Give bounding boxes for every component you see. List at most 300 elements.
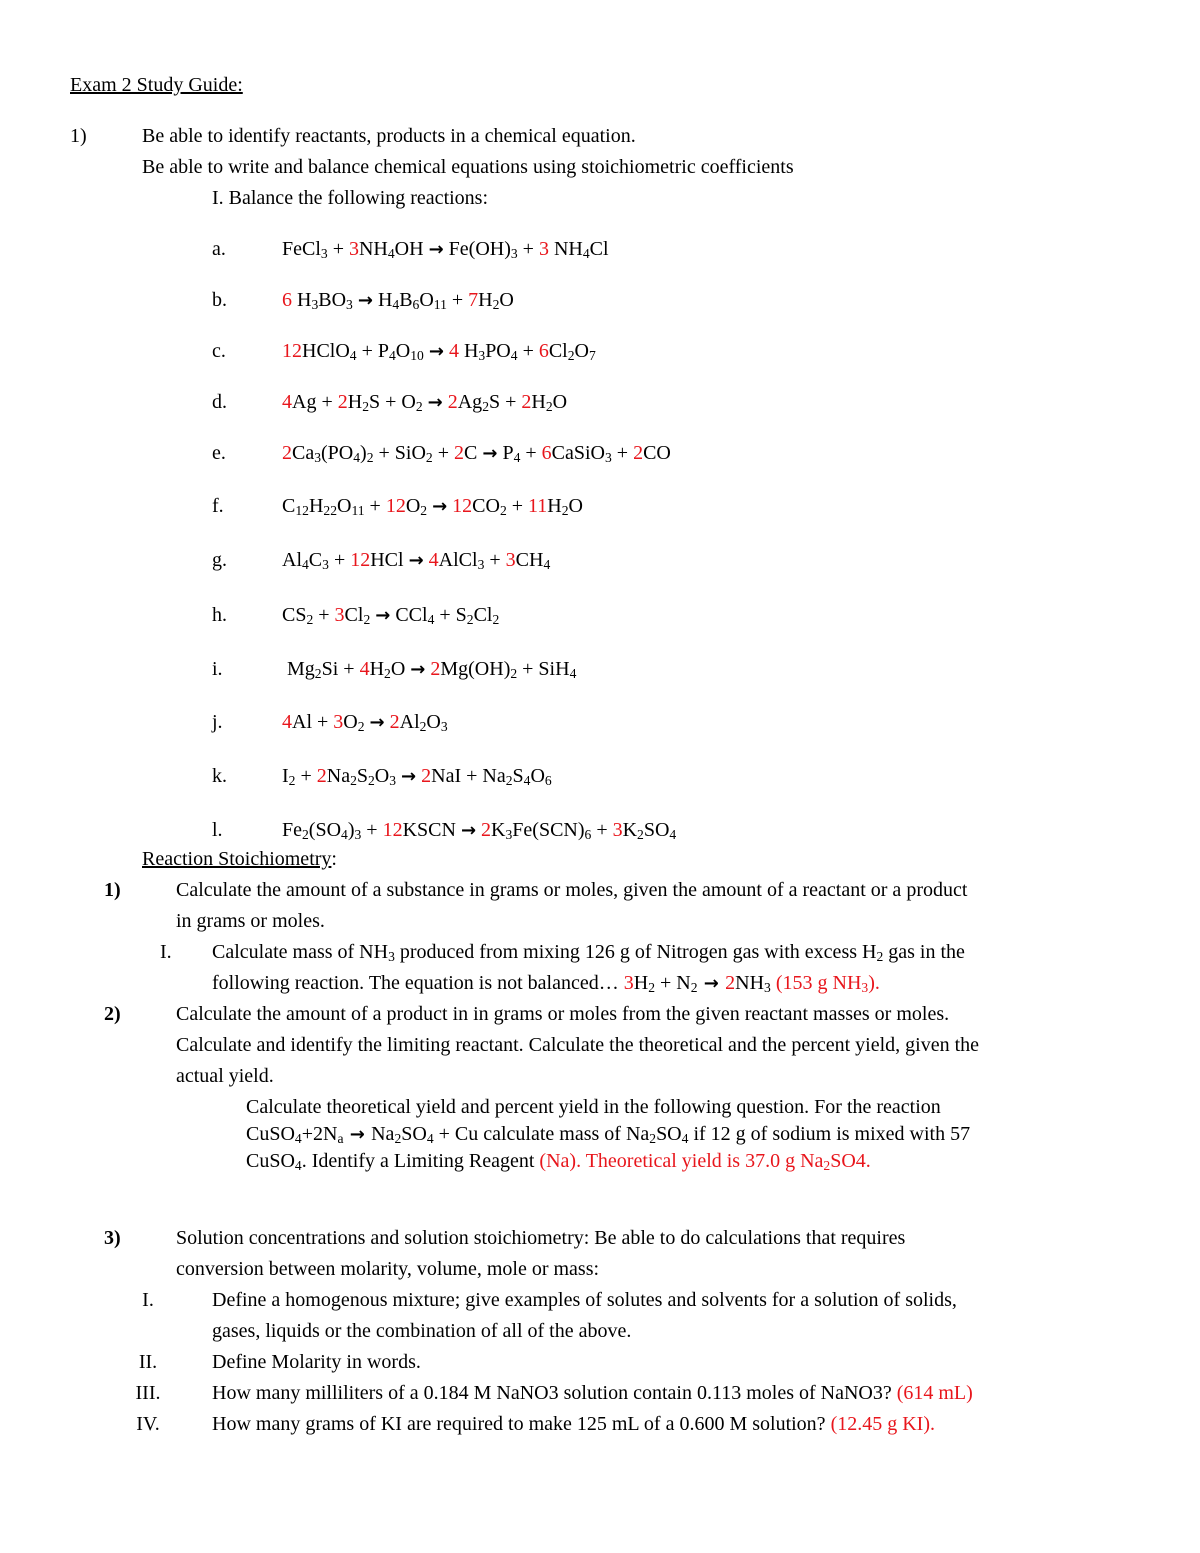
subscript: 2: [425, 449, 433, 465]
section1-sub-label: I. Balance the following reactions:: [212, 187, 489, 209]
reaction-letter: l.: [212, 819, 223, 841]
text-run: produced from mixing 126 g of Nitrogen gas with excess H: [394, 941, 877, 963]
reaction-letter: j.: [212, 711, 223, 733]
text-run: S: [356, 765, 368, 787]
reaction-row: [212, 710, 448, 735]
text-run: Cl: [344, 604, 364, 626]
reaction-letter: c.: [212, 340, 226, 362]
text-run: O: [568, 495, 583, 517]
subscript: 11: [351, 502, 365, 518]
subscript: 4: [582, 245, 590, 261]
subscript: 4: [392, 296, 400, 312]
text-run: SO: [656, 1123, 682, 1145]
subscript: 2: [648, 979, 655, 995]
subscript: 2: [482, 398, 489, 414]
text-run: +: [295, 765, 317, 787]
coefficient-answer: 2: [521, 391, 532, 413]
coefficient-answer: 4: [282, 711, 292, 733]
text-run: O: [405, 495, 421, 517]
coefficient-answer: 12: [350, 549, 371, 571]
text-run: gases, liquids or the combination of all of the above.: [212, 1320, 632, 1342]
text-run: +: [611, 442, 634, 464]
answer-text: (153 g NH: [770, 972, 862, 994]
subscript: 3: [389, 772, 397, 788]
text-run: Define a homogenous mixture; give examples of solutes and solvents for a solution of solids,: [212, 1289, 957, 1311]
text-run: H: [369, 658, 385, 680]
subscript: 4: [523, 772, 531, 788]
coefficient-answer: 7: [468, 289, 479, 311]
text-run: (SO: [308, 819, 342, 841]
coefficient-answer: 3: [334, 604, 345, 626]
subscript: 10: [410, 347, 424, 363]
subscript: 4: [294, 1157, 302, 1173]
text-run: +: [313, 604, 335, 626]
subscript: 3: [314, 449, 322, 465]
text-run: H: [531, 391, 546, 413]
item1-line2: in grams or moles.: [176, 910, 325, 932]
coefficient-answer: 2: [633, 442, 644, 464]
coefficient-answer: 12: [382, 819, 403, 841]
text-run: FeCl: [282, 238, 321, 260]
arrow-icon: →: [482, 443, 498, 464]
answer-text: SO4.: [830, 1150, 871, 1172]
text-run: + SiO: [373, 442, 426, 464]
text-run: NH: [358, 238, 388, 260]
text-run: HClO: [302, 340, 350, 362]
text-run: O: [530, 765, 545, 787]
sub-question: [212, 1412, 935, 1436]
text-run: H: [347, 391, 363, 413]
coefficient-answer: 3: [612, 819, 623, 841]
reaction-row: [212, 237, 609, 262]
coefficient-answer: 2: [421, 765, 432, 787]
subscript: 12: [295, 502, 309, 518]
text-run: ): [360, 442, 367, 464]
coefficient-answer: 4: [428, 549, 439, 571]
text-run: Cl: [589, 238, 609, 260]
text-run: Ag: [457, 391, 483, 413]
stoichiometry-heading-text: Reaction Stoichiometry: [142, 848, 332, 870]
section1-line1: Be able to identify reactants, products in a chemical equation.: [142, 125, 636, 147]
reaction-equation: [282, 765, 552, 787]
text-run: H: [458, 340, 479, 362]
text-run: ): [347, 819, 355, 841]
coefficient-answer: 12: [452, 495, 473, 517]
text-run: Fe(SCN): [512, 819, 585, 841]
sub-question: [212, 1350, 421, 1374]
text-run: K: [622, 819, 638, 841]
coefficient-answer: 6: [538, 340, 549, 362]
reaction-equation: [282, 819, 676, 841]
subscript: 6: [544, 772, 552, 788]
answer-text: (Na). Theoretical yield is 37.0 g Na: [539, 1150, 824, 1172]
coefficient-answer: 3: [538, 238, 549, 260]
sub-number: II.: [138, 1351, 158, 1373]
subscript: 22: [323, 502, 337, 518]
text-run: Si +: [321, 658, 360, 680]
text-run: CuSO: [246, 1123, 295, 1145]
answer-text: (614 mL): [896, 1382, 973, 1404]
subscript: 2: [306, 611, 314, 627]
text-run: +: [327, 238, 349, 260]
reaction-row: [212, 339, 596, 364]
subscript: 3: [505, 826, 513, 842]
sub-number: I.: [142, 1289, 154, 1311]
coefficient-answer: 3: [333, 711, 344, 733]
text-run: + SiH: [517, 658, 570, 680]
text-run: if 12 g of sodium is mixed with 57: [688, 1123, 971, 1145]
item2-question-line3: [246, 1149, 871, 1173]
subscript: 2: [649, 1130, 657, 1146]
arrow-icon: →: [428, 341, 444, 362]
text-run: I: [282, 765, 289, 787]
text-run: Mg(OH): [440, 658, 511, 680]
text-run: H: [633, 972, 649, 994]
item1-number: 1): [104, 879, 121, 901]
text-run: Ag +: [292, 391, 338, 413]
subscript: 3: [320, 245, 328, 261]
coefficient-answer: 6: [282, 289, 292, 311]
item2-number: 2): [104, 1003, 121, 1025]
text-run: O: [552, 391, 568, 413]
reaction-row: [212, 818, 676, 843]
text-run: O: [374, 765, 390, 787]
text-run: Mg: [282, 658, 315, 680]
item2-question-line1: Calculate theoretical yield and percent yield in the following question. For the reaction: [246, 1096, 941, 1118]
text-run: Al +: [292, 711, 334, 733]
reaction-equation: [282, 238, 609, 260]
reaction-row: [212, 494, 583, 519]
arrow-icon: →: [369, 712, 385, 733]
page-title: Exam 2 Study Guide:: [70, 74, 243, 96]
subscript: 2: [363, 611, 371, 627]
answer-subscript: 2: [823, 1157, 831, 1173]
arrow-icon: →: [428, 239, 444, 260]
reaction-equation: [282, 549, 550, 571]
coefficient-answer: 12: [282, 340, 302, 362]
subscript: 2: [492, 296, 500, 312]
subscript: 2: [690, 979, 698, 995]
arrow-icon: →: [427, 392, 443, 413]
text-run: NH: [548, 238, 583, 260]
sub-number: IV.: [136, 1413, 160, 1435]
stoichiometry-heading: [142, 847, 337, 871]
item2-line1: Calculate the amount of a product in in grams or moles from the given reactant masses or moles.: [176, 1003, 950, 1025]
text-run: +: [520, 442, 542, 464]
text-run: S: [512, 765, 524, 787]
subscript: 3: [510, 245, 518, 261]
subscript: 2: [419, 718, 427, 734]
coefficient-answer: 2: [316, 765, 327, 787]
text-run: Ca: [292, 442, 315, 464]
arrow-icon: →: [410, 659, 426, 680]
text-run: (PO: [321, 442, 354, 464]
subscript: 2: [384, 665, 391, 681]
item2-question-line2: [246, 1122, 970, 1147]
coefficient-answer: 2: [337, 391, 348, 413]
text-run: C: [308, 549, 323, 571]
text-run: Fe(OH): [443, 238, 511, 260]
subscript: 2: [492, 611, 500, 627]
text-run: + Cu calculate mass of Na: [433, 1123, 650, 1145]
subscript: 2: [314, 665, 322, 681]
subscript: a: [337, 1130, 344, 1146]
answer-text: (12.45 g KI).: [830, 1413, 935, 1435]
item1-sub-line2: [212, 971, 880, 996]
reaction-row: [212, 441, 671, 466]
text-run: HCl: [370, 549, 409, 571]
item3-line1: Solution concentrations and solution stoichiometry: Be able to do calculations that requires: [176, 1227, 906, 1249]
text-run: following reaction. The equation is not balanced…: [212, 972, 624, 994]
coefficient-answer: 11: [528, 495, 548, 517]
coefficient-answer: 3: [623, 972, 634, 994]
reaction-letter: h.: [212, 604, 227, 626]
text-run: AlCl: [438, 549, 478, 571]
subscript: 2: [302, 826, 309, 842]
reaction-letter: i.: [212, 658, 223, 680]
subscript: 4: [426, 1130, 434, 1146]
text-run: CH: [515, 549, 544, 571]
text-run: H: [372, 289, 393, 311]
item2-line3: actual yield.: [176, 1065, 274, 1087]
section1-line2: Be able to write and balance chemical equations using stoichiometric coefficients: [142, 156, 794, 178]
subscript: 2: [545, 398, 553, 414]
subscript: 2: [510, 665, 518, 681]
subscript: 3: [388, 948, 395, 964]
text-run: CaSiO: [551, 442, 605, 464]
text-run: +: [328, 549, 351, 571]
text-run: P: [497, 442, 514, 464]
text-run: Fe: [282, 819, 302, 841]
item1-sub-line1: [212, 940, 965, 964]
reaction-letter: b.: [212, 289, 227, 311]
coefficient-answer: 4: [359, 658, 370, 680]
coefficient-answer: 2: [481, 819, 492, 841]
reaction-row: [212, 288, 514, 313]
reaction-letter: k.: [212, 765, 227, 787]
reaction-row: [212, 764, 552, 789]
subscript: 2: [350, 772, 357, 788]
text-run: +: [484, 549, 506, 571]
coefficient-answer: 3: [348, 238, 359, 260]
text-run: O: [336, 495, 352, 517]
text-run: CCl: [390, 604, 428, 626]
answer-subscript: 3: [861, 979, 869, 995]
item1-sub-number: I.: [160, 941, 172, 963]
arrow-icon: →: [375, 605, 391, 626]
subscript: 2: [288, 772, 296, 788]
text-run: CuSO: [246, 1150, 295, 1172]
text-run: NaI + Na: [431, 765, 506, 787]
subscript: 2: [505, 772, 513, 788]
text-run: . Identify a Limiting Reagent: [301, 1150, 540, 1172]
coefficient-answer: 6: [541, 442, 552, 464]
coefficient-answer: 2: [447, 391, 458, 413]
subscript: 3: [354, 826, 362, 842]
text-run: Na: [371, 1123, 395, 1145]
text-run: H: [308, 495, 324, 517]
subscript: 11: [433, 296, 447, 312]
subscript: 2: [362, 398, 369, 414]
text-run: O: [499, 289, 514, 311]
text-run: S +: [488, 391, 522, 413]
item1-line1: Calculate the amount of a substance in grams or moles, given the amount of a reactant or a product: [176, 879, 968, 901]
text-run: CO: [643, 442, 671, 464]
text-run: +: [446, 289, 469, 311]
answer-text: ).: [868, 972, 880, 994]
sub-question: [212, 1381, 973, 1405]
text-run: O: [343, 711, 358, 733]
text-run: O: [395, 340, 411, 362]
subscript: 4: [569, 665, 577, 681]
subscript: 4: [681, 1130, 689, 1146]
reaction-row: [212, 548, 550, 573]
section1-number: 1): [70, 125, 87, 147]
text-run: H: [547, 495, 562, 517]
subscript: 2: [567, 347, 575, 363]
text-run: Cl: [473, 604, 493, 626]
subscript: 2: [637, 826, 644, 842]
text-run: O: [426, 711, 441, 733]
text-run: NH: [735, 972, 765, 994]
text-run: O: [390, 658, 411, 680]
subscript: 6: [584, 826, 592, 842]
reaction-row: [212, 390, 567, 415]
subscript: 2: [499, 502, 507, 518]
text-run: KSCN: [402, 819, 461, 841]
text-run: H: [478, 289, 493, 311]
text-run: Calculate mass of NH: [212, 941, 389, 963]
subscript: 3: [604, 449, 612, 465]
text-run: H: [292, 289, 312, 311]
subscript: 4: [389, 347, 396, 363]
subscript: 3: [478, 347, 486, 363]
item3-line2: conversion between molarity, volume, mole or mass:: [176, 1258, 600, 1280]
subscript: 4: [294, 1130, 302, 1146]
text-run: SO: [643, 819, 670, 841]
text-run: +: [432, 442, 454, 464]
stoichiometry-heading-colon: :: [331, 848, 337, 870]
reaction-letter: e.: [212, 442, 226, 464]
coefficient-answer: 12: [385, 495, 406, 517]
text-run: OH: [394, 238, 429, 260]
text-run: C: [464, 442, 483, 464]
subscript: 2: [415, 398, 423, 414]
subscript: 4: [543, 556, 551, 572]
coefficient-answer: 2: [282, 442, 292, 464]
arrow-icon: →: [460, 820, 477, 841]
subscript: 6: [412, 296, 420, 312]
text-run: O: [419, 289, 434, 311]
subscript: 3: [440, 718, 448, 734]
text-run: PO: [485, 340, 511, 362]
coefficient-answer: 2: [430, 658, 441, 680]
text-run: SO: [401, 1123, 427, 1145]
text-run: How many milliliters of a 0.184 M NaNO3 solution contain 0.113 moles of NaNO3?: [212, 1382, 897, 1404]
subscript: 2: [368, 772, 375, 788]
text-run: Cl: [548, 340, 568, 362]
text-run: +: [591, 819, 613, 841]
coefficient-answer: 2: [454, 442, 464, 464]
subscript: 4: [513, 449, 521, 465]
sub-number: III.: [135, 1382, 161, 1404]
arrow-icon: →: [357, 290, 373, 311]
text-run: C: [282, 495, 296, 517]
subscript: 3: [311, 296, 319, 312]
reaction-letter: f.: [212, 495, 224, 517]
text-run: K: [491, 819, 506, 841]
subscript: 4: [302, 556, 309, 572]
coefficient-answer: 4: [282, 391, 292, 413]
subscript: 4: [341, 826, 348, 842]
subscript: 4: [669, 826, 677, 842]
text-run: S + O: [368, 391, 416, 413]
text-run: How many grams of KI are required to make 125 mL of a 0.600 M solution?: [212, 1413, 831, 1435]
subscript: 7: [589, 347, 596, 363]
sub-question: [212, 1288, 957, 1312]
subscript: 3: [322, 556, 329, 572]
text-run: + P: [356, 340, 389, 362]
reaction-equation: [282, 658, 576, 680]
subscript: 4: [510, 347, 518, 363]
reaction-equation: [282, 604, 499, 626]
reaction-equation: [282, 495, 583, 517]
text-run: CO: [472, 495, 500, 517]
reaction-row: [212, 657, 576, 682]
text-run: +2N: [301, 1123, 338, 1145]
coefficient-answer: 4: [448, 340, 459, 362]
reaction-equation: [282, 289, 514, 311]
coefficient-answer: 3: [505, 549, 516, 571]
text-run: +: [517, 340, 539, 362]
text-run: B: [399, 289, 413, 311]
reaction-equation: [282, 711, 448, 733]
subscript: 3: [477, 556, 485, 572]
coefficient-answer: 2: [389, 711, 400, 733]
subscript: 2: [561, 502, 569, 518]
subscript: 2: [876, 948, 884, 964]
reaction-letter: g.: [212, 549, 227, 571]
text-run: Define Molarity in words.: [212, 1351, 421, 1373]
item2-line2: Calculate and identify the limiting reactant. Calculate the theoretical and the percent yield, given the: [176, 1034, 980, 1056]
item3-number: 3): [104, 1227, 121, 1249]
reaction-equation: [282, 340, 596, 362]
coefficient-answer: 2: [725, 972, 736, 994]
subscript: 2: [394, 1130, 402, 1146]
text-run: +: [506, 495, 529, 517]
subscript: 4: [353, 449, 361, 465]
arrow-icon: →: [697, 973, 726, 994]
text-run: gas in the: [883, 941, 965, 963]
subscript: 4: [387, 245, 395, 261]
subscript: 2: [366, 449, 374, 465]
arrow-icon: →: [432, 496, 448, 517]
subscript: 2: [357, 718, 365, 734]
subscript: 4: [349, 347, 357, 363]
text-run: Na: [326, 765, 351, 787]
reaction-letter: d.: [212, 391, 227, 413]
arrow-icon: →: [401, 766, 417, 787]
subscript: 3: [346, 296, 353, 312]
text-run: + N: [655, 972, 691, 994]
arrow-icon: →: [408, 550, 424, 571]
text-run: BO: [318, 289, 347, 311]
text-run: O: [574, 340, 589, 362]
text-run: Al: [282, 549, 302, 571]
reaction-row: [212, 603, 499, 628]
reaction-equation: [282, 391, 567, 413]
subscript: 4: [427, 611, 435, 627]
